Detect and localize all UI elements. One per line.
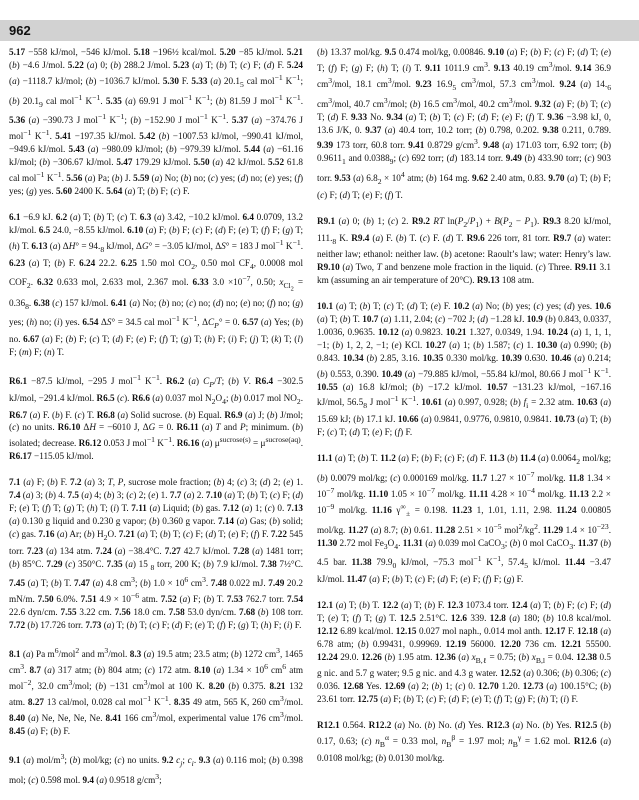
answer-block: 8.1 (a) Pa $m^6/mol^2$ and $m^3$/mol. 8.3 (a) 19.5 atm; 23.5 atm; (b) 1272 $cm^3$, 1465 $cm^3$. 8.7 (a) 317 atm; (b) 804 atm; (c) 172 atm. 8.10 (a) $1.34 \times 10^6$ $cm^6$ atm mol$^{-2}$, 32.0 $cm^3$/mol; (b) −131 $cm^3$/mol at 100 K. 8.20 (b) 0.375. 8.21 132 atm. 8.27 13 cal/mol, 0.028 cal mol$^{-1}$ $K^{-1}$. 8.35 49 atm, 565 K, 260 $cm^3$/mol. 8.40 (a) Ne, Ne, Ne, Ne. 8.41 166 $cm^3$/mol, experimental value 176 $cm^3$/mol. 8.45 (a) F; (b) F.: [9, 646, 304, 736]
answer-block: (b) 13.37 mol/kg. 9.5 0.474 mol/kg, 0.00846. 9.10 (a) F; (b) F; (c) F; (d) T; (e) T; (f) F; (g) F; (h) T; (i) T. 9.11 1011.9 $cm^3$. 9.13 40.19 $cm^3$/mol. 9.14 36.9 $cm^3$/mol, 18.1 $cm^3$/mol. 9.23 $16.9_5$ $cm^3$/mol, 57.3 $cm^3$/mol. 9.24 (a) $14._6$ $cm^3$/mol, 40.7 $cm^3$/mol; (b) 16.5 $cm^3$/mol, 40.2 $cm^3$/mol. 9.32 (a) F; (b) T; (c) T; (d) F. 9.33 No. 9.34 (a) T; (b) T; (c) F; (d) F; (e) F; (f) T. 9.36 −3.98 kJ, 0, 13.6 J/K, 0. 9.37 (a) 40.4 torr, 10.2 torr; (b) 0.798, 0.202. 9.38 0.211, 0.789. 9.39 173 torr, 60.8 torr. 9.41 0.8729 $g/cm^3$. 9.48 (a) 171.03 torr, 6.92 torr; (b) $0.9611_1$ and $0.0388_9$; (c) 692 torr; (d) 183.14 torr. 9.49 (b) 433.90 torr; (c) 903 torr. 9.53 (a) $6.8_2 \times 10^4$ atm; (b) 164 mg. 9.62 2.40 atm, 0.83. 9.70 (a) T; (b) F; (c) F; (d) T; (e) F; (f) T.: [317, 47, 612, 200]
right-column: [317, 46, 611, 765]
answer-block: 6.1 −6.9 kJ. 6.2 (a) T; (b) T; (c) T. 6.3 (a) 3.42, −10.2 kJ/mol. 6.4 0.0709, 13.2 kJ/mol. 6.5 24.0, −8.55 kJ/mol. 6.10 (a) F; (b) F; (c) F; (d) F; (e) T; (f) F; (g) T; (h) T. 6.13 (a) $\Delta H^\circ = 94._8$ kJ/mol, ΔG° = −3.05 kJ/mol, ΔS° = 183 J mol$^{-1}$ $K^{-1}$. 6.23 (a) T; (b) F. 6.24 22.2. 6.25 1.50 mol $CO_2$, 0.50 mol $CF_4$, 0.0008 mol $COF_2$. 6.32 0.633 mol, 2.633 mol, 2.367 mol. 6.33 $3.0 \times 10^{-7}$, 0.50; $x_{Cl_2} = 0.36_8$. 6.38 (c) 157 kJ/mol. 6.41 (a) No; (b) no; (c) no; (d) no; (e) no; (f) no; (g) yes; (h) no; (i) yes. 6.54 ΔS° = 34.5 cal mol$^{-1}$ $K^{-1}$, $\Delta C_P^\circ = 0$. 6.57 (a) Yes; (b) no. 6.67 (a) F; (b) F; (c) T; (d) F; (e) F; (f) T; (g) T; (h) F; (i) F; (j) T; (k) T; (l) F; (m) F; (n) T.: [9, 212, 304, 358]
answer-block: R6.1 −87.5 kJ/mol, −295 J mol$^{-1}$ $K^{-1}$. R6.2 (a) $C_P/T$; (b) V. R6.4 −302.5 kJ/mol, −291.4 kJ/mol. R6.5 (c). R6.6 (a) 0.037 mol $N_2O_4$; (b) 0.017 mol $NO_2$. R6.7 (a) F. (b) F. (c) T. R6.8 (a) Solid sucrose. (b) Equal. R6.9 (a) J; (b) J/mol; (c) no units. R6.10 ΔH = −6010 J, ΔG = 0. R6.11 (a) T and P; minimum. (b) isolated; decrease. R6.12 0.053 J mol$^{-1}$ $K^{-1}$. R6.16 (a) $\mu^{sucrose(s)} = \mu^{sucrose(aq)}$. R6.17 −115.05 kJ/mol.: [9, 373, 304, 462]
answer-block: 5.17 −558 kJ/mol, −546 kJ/mol. 5.18 −196½ kcal/mol. 5.20 −85 kJ/mol. 5.21 (b) −4.6 J/mol. 5.22 (a) 0; (b) 288.2 J/mol. 5.23 (a) T; (b) T; (c) F; (d) F. 5.24 (a) −1118.7 kJ/mol; (b) −1036.7 kJ/mol. 5.30 F. 5.33 (a) $20.1_5$ cal mol$^{-1}$ $K^{-1}$; (b) $20.1_9$ cal mol$^{-1}$ $K^{-1}$. 5.35 (a) 69.91 J mol$^{-1}$ $K^{-1}$; (b) 81.59 J mol$^{-1}$ $K^{-1}$. 5.36 (a) −390.73 J mol$^{-1}$ $K^{-1}$; (b) −152.90 J mol$^{-1}$ $K^{-1}$. 5.37 (a) −374.76 J mol$^{-1}$ $K^{-1}$. 5.41 −197.35 kJ/mol. 5.42 (b) −1007.53 kJ/mol, −990.41 kJ/mol, −949.6 kJ/mol. 5.43 (a) −980.09 kJ/mol; (b) −979.39 kJ/mol. 5.44 (a) −61.16 kJ/mol; (b) −306.67 kJ/mol. 5.47 179.29 kJ/mol. 5.50 (a) 42 kJ/mol. 5.52 61.8 cal mol$^{-1}$ $K^{-1}$. 5.56 (a) Pa; (b) J. 5.59 (a) No; (b) no; (c) yes; (d) no; (e) yes; (f) yes; (g) yes. 5.60 2400 K. 5.64 (a) T; (b) F; (c) F.: [9, 47, 304, 197]
left-column: [9, 46, 303, 787]
answer-block: R12.1 0.564. R12.2 (a) No. (b) No. (d) Yes. R12.3 (a) No. (b) Yes. R12.5 (b) 0.17, 0.63; (c) $n_B^\alpha = 0.33$ mol, $n_B^\beta = 1.97$ mol; $n_B^\gamma = 1.62$ mol. R12.6 (a) 0.0108 mol/kg; (b) 0.0130 mol/kg.: [317, 720, 611, 763]
answer-block: R9.1 (a) 0; (b) 1; (c) 2. R9.2 RT $\ln(P_2/P_1) + B(P_2 - P_1)$. R9.3 8.20 kJ/mol, $111._8$ K. R9.4 (a) F. (b) T. (c) F. (d) T. R9.6 226 torr, 81 torr. R9.7 (a) water: neither law; ethanol: neither law. (b) acetone: Raoult’s law; water: Henry’s law. R9.10 (a) Two, T and benzene mole fraction in the liquid. (c) Three. R9.11 3.1 km (assuming an air temperature of 20°C). R9.13 108 atm.: [317, 215, 612, 286]
page-number: 962: [9, 23, 31, 38]
answer-block: 11.1 (a) T; (b) T. 11.2 (a) F; (b) F; (c) F; (d) F. 11.3 (b) 11.4 (a) $0.0064_2$ mol/kg; (b) 0.0079 mol/kg; (c) 0.000169 mol/kg. 11.7 $1.27 \times 10^{-7}$ mol/kg. 11.8 $1.34 \times 10^{-7}$ mol/kg. 11.10 $1.05 \times 10^{-7}$ mol/kg. 11.11 $4.28 \times 10^{-4}$ mol/kg. 11.13 $2.2 \times 10^{-9}$ mol/kg. 11.16 $\gamma^\infty_\pm = 0.198$. 11.23 1, 1.01, 1.11, 2.98. 11.24 0.00805 mol/kg. 11.27 (a) 8.7; (b) 0.61. 11.28 $2.51 \times 10^{-5}$ $mol^2/kg^2$. 11.29 $1.4 \times 10^{-23}$. 11.30 2.72 mol $Fe_3O_4$. 11.31 (a) 0.039 mol CaCO$_3$; (b) 0 mol CaCO$_3$. 11.37 (b) 4.5 bar. 11.38 $79.9_0$ kJ/mol, −75.3 mol$^{-1}$ $K^{-1}$, $57.4_5$ kJ/mol. 11.44 −3.47 kJ/mol. 11.47 (a) F; (b) T; (c) F; (d) F; (e) F; (f) F; (g) F.: [317, 453, 612, 585]
answer-block: 12.1 (a) T; (b) T. 12.2 (a) T; (b) F. 12.3 1073.4 torr. 12.4 (a) T; (b) F; (c) F; (d) T; (e) T; (f) T; (g) T. 12.5 2.51°C. 12.6 339. 12.8 (a) 180; (b) 10.8 kcal/mol. 12.12 6.89 kcal/mol. 12.15 0.027 mol naph., 0.014 mol anth. 12.17 F. 12.18 (a) 6.78 atm; (b) 0.99431, 0.99969. 12.19 56000. 12.20 736 cm. 12.21 55500. 12.24 29.0. 12.26 (b) 1.95 atm. 12.36 (a) $x_{B,\ell} = 0.75$; (b) $x_{B,l} = 0.04$. 12.38 0.5 g nic. and 5.7 g water; 9.5 g nic. and 4.3 g water. 12.52 (a) 0.306; (b) 0.306; (c) 0.036. 12.68 Yes. 12.69 (a) 2; (b) 1; (c) 0. 12.70 1.20. 12.73 (a) 100.15°C; (b) 23.61 torr. 12.75 (a) F; (b) T; (c) F; (d) F; (e) T; (f) T; (g) F; (h) T; (i) F.: [317, 599, 612, 705]
answer-block: 9.1 (a) mol/$m^3$; (b) mol/kg; (c) no units. 9.2 $c_j$; $c_i$. 9.3 (a) 0.116 mol; (b) 0.398 mol; (c) 0.598 mol. 9.4 (a) 0.9518 $g/cm^3$;: [9, 751, 303, 785]
answer-block: 10.1 (a) T; (b) T; (c) T; (d) T; (e) F. 10.2 (a) No; (b) yes; (c) yes; (d) yes. 10.6 (a) T; (b) T. 10.7 (a) 1.11, 2.04; (c) −702 J; (d) −1.28 kJ. 10.9 (b) 0.843, 0.0337, 1.0036, 0.9635. 10.12 (a) 0.9823. 10.21 1.327, 0.0349, 1.94. 10.24 (a) 1, 1, 1, −1; (b) 1, 2, 2, −1; (e) KCl. 10.27 (a) 1; (b) 1.587; (c) 1. 10.30 (a) 0.990; (b) 0.843. 10.34 (b) 2.85, 3.16. 10.35 0.330 mol/kg. 10.39 0.630. 10.46 (a) 0.214; (b) 0.553, 0.390. 10.49 (a) −79.885 kJ/mol, −55.84 kJ/mol, 80.66 J mol$^{-1}$ $K^{-1}$. 10.55 (a) 16.8 kJ/mol; (b) −17.2 kJ/mol. 10.57 −131.23 kJ/mol, −167.16 kJ/mol, $56.5_8$ J mol$^{-1}$ $K^{-1}$. 10.61 (a) 0.997, 0.928; (b) $f_i = 2.32$ atm. 10.63 (a) 15.69 kJ; (b) 17.1 kJ. 10.66 (a) 0.9841, 0.9776, 0.9810, 0.9841. 10.73 (a) T; (b) F; (c) T; (d) T; (e) F; (f) F.: [317, 301, 612, 438]
page-header-bar: [0, 20, 639, 41]
answer-block: 7.1 (a) F; (b) F. 7.2 (a) 3; T, P, sucrose mole fraction; (b) 4; (c) 3; (d) 2; (e) 1. 7.4 (a) 3; (b) 4. 7.5 (a) 4; (b) 3; (c) 2; (e) 1. 7.7 (a) 2. 7.10 (a) T; (b) T; (c) F; (d) F; (e) T; (f) T; (g) T; (h) T; (i) T. 7.11 (a) Liquid; (b) gas. 7.12 (a) 1; (c) 0. 7.13 (a) 0.130 g liquid and 0.230 g vapor; (b) 0.360 g vapor. 7.14 (a) Gas; (b) solid; (c) gas. 7.16 (a) Ar; (b) $H_2O$. 7.21 (a) T; (b) T; (c) F; (d) T; (e) F; (f) F. 7.22 545 torr. 7.23 (a) 134 atm. 7.24 (a) −38.4°C. 7.27 42.7 kJ/mol. 7.28 (a) 1481 torr; (b) 85°C. 7.29 (c) 350°C. 7.35 (a) 15 $_8$ torr, 200 K; (b) 7.9 kJ/mol. 7.38 7½°C. 7.45 (a) T; (b) T. 7.47 (a) 4.8 $cm^3$; (b) $1.0 \times 10^6$ $cm^3$. 7.48 0.022 mJ. 7.49 20.2 mN/m. 7.50 6.0%. 7.51 $4.9 \times 10^{-6}$ atm. 7.52 (a) F; (b) T. 7.53 762.7 torr. 7.54 22.6 dyn/cm. 7.55 3.22 cm. 7.56 18.0 cm. 7.58 53.0 dyn/cm. 7.68 (b) 108 torr. 7.72 (b) 17.726 torr. 7.73 (a) T; (b) T; (c) F; (d) F; (e) T; (f) F; (g) T; (h) F; (i) F.: [9, 477, 304, 631]
